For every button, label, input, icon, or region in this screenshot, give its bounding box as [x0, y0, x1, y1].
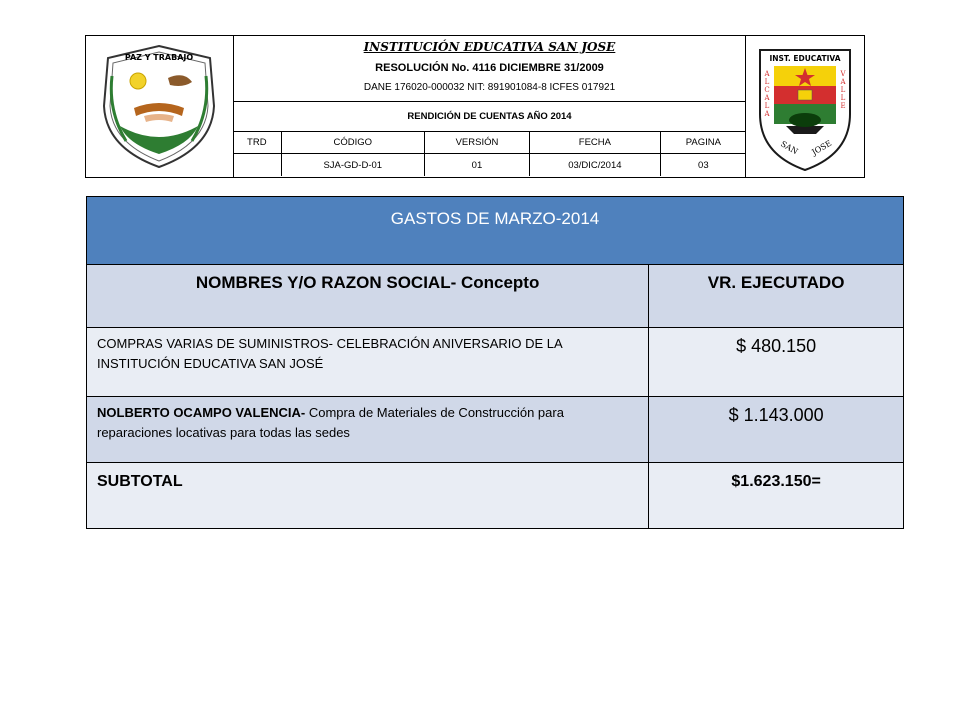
left-logo-motto: PAZ Y TRABAJO — [124, 53, 194, 62]
meta-value-trd — [233, 154, 281, 177]
row-description — [87, 397, 649, 463]
subtotal-label: SUBTOTAL — [87, 463, 649, 529]
report-title: RENDICIÓN DE CUENTAS AÑO 2014 — [233, 101, 746, 132]
shield-left-letters: A L C A L A — [764, 70, 770, 118]
shield-right-letters: V A L L E — [840, 70, 846, 110]
table-row — [87, 328, 904, 397]
document-meta-table — [233, 132, 746, 176]
subtotal-row — [87, 463, 904, 529]
shield-bottom-right-text: JOSE — [810, 138, 834, 158]
document-header — [85, 35, 865, 178]
expenses-title-row — [87, 197, 904, 265]
meta-header-version: VERSIÓN — [424, 132, 529, 154]
row-amount: $ 480.150 — [649, 328, 904, 397]
left-logo-cell — [86, 36, 234, 177]
column-header-value: VR. EJECUTADO — [649, 265, 904, 328]
meta-value-pagina: 03 — [660, 154, 746, 177]
expenses-title: GASTOS DE MARZO-2014 — [87, 197, 904, 265]
meta-value-version: 01 — [424, 154, 529, 177]
row-description-lead: NOLBERTO OCAMPO VALENCIA- — [97, 405, 306, 420]
meta-header-pagina: PAGINA — [660, 132, 746, 154]
shield-top-text: INST. EDUCATIVA — [769, 54, 841, 63]
meta-header-row — [233, 132, 746, 154]
shield-bottom-left-text: SAN — [779, 139, 800, 157]
resolution-line: RESOLUCIÓN No. 4116 DICIEMBRE 31/2009 — [375, 62, 604, 74]
subtotal-value: $1.623.150= — [649, 463, 904, 529]
paz-y-trabajo-emblem — [86, 36, 233, 177]
meta-value-row — [233, 154, 746, 177]
row-amount: $ 1.143.000 — [649, 397, 904, 463]
header-center — [233, 36, 746, 177]
right-logo-cell — [745, 36, 864, 177]
meta-header-fecha: FECHA — [530, 132, 661, 154]
row-description-text: COMPRAS VARIAS DE SUMINISTROS- CELEBRACIÓN ANIVERSARIO DE LA INSTITUCIÓN EDUCATIVA SAN JOSÉ — [97, 336, 562, 371]
meta-value-fecha: 03/DIC/2014 — [530, 154, 661, 177]
identifiers-line: DANE 176020-000032 NIT: 891901084-8 ICFES 017921 — [363, 82, 616, 93]
column-header-row — [87, 265, 904, 328]
row-description — [87, 328, 649, 397]
table-row — [87, 397, 904, 463]
expenses-table — [86, 196, 904, 529]
row-description-text: Compra de Materiales de Construcción para reparaciones locativas para todas las sedes — [97, 405, 564, 440]
institution-name: INSTITUCIÓN EDUCATIVA SAN JOSE — [363, 40, 616, 54]
column-header-name: NOMBRES Y/O RAZON SOCIAL- Concepto — [87, 265, 649, 328]
meta-header-codigo: CÓDIGO — [281, 132, 424, 154]
institution-shield-emblem — [746, 36, 864, 177]
meta-value-codigo: SJA-GD-D-01 — [281, 154, 424, 177]
meta-header-trd: TRD — [233, 132, 281, 154]
